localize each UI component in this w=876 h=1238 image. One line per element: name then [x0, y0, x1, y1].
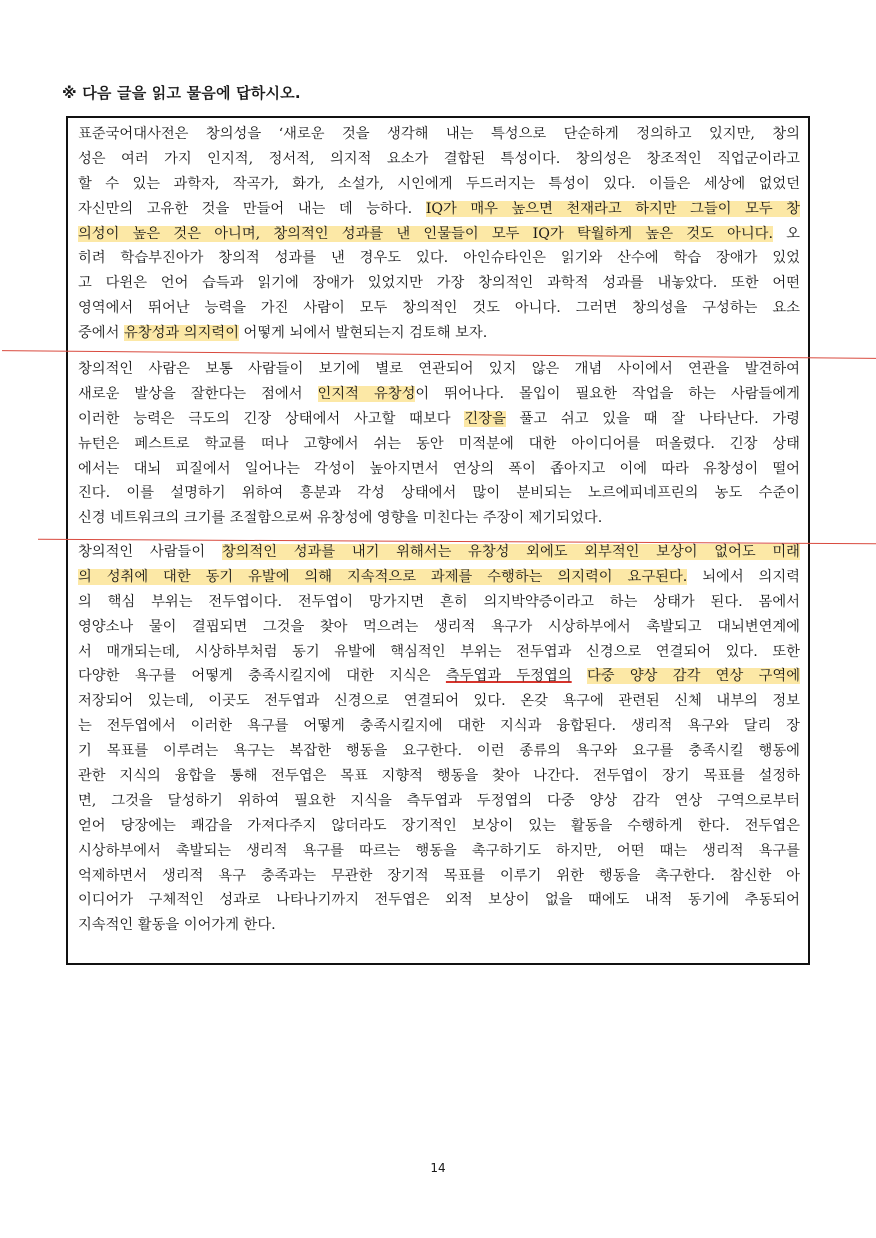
text-segment: 에서는 대뇌 피질에서 일어나는 각성이 높아지면서 연상의 폭이 좁아지고 이에 따라 유창성이 떨어 — [78, 460, 800, 477]
text-segment: 시상하부에서 촉발되는 생리적 욕구를 따르는 행동을 촉구하기도 하지만, 어떤 때는 생리적 욕구를 — [78, 842, 800, 859]
text-segment: 중에서 — [78, 325, 124, 342]
page-number: 14 — [430, 1161, 446, 1175]
text-segment: 영역에서 뛰어난 능력을 가진 사람이 모두 창의적인 것도 아니다. 그러면 창의성을 구성하는 요소 — [78, 300, 800, 317]
text-segment: 서 매개되는데, 시상하부처럼 동기 유발에 핵심적인 부위는 전두엽과 신경으로 연결되어 있다. 또한 — [78, 643, 800, 660]
text-line — [78, 246, 800, 271]
highlighted-text: 인지적 유창성 — [317, 385, 416, 402]
text-segment: 얻어 당장에는 쾌감을 가져다주지 않더라도 장기적인 보상이 있는 활동을 수행하게 한다. 전두엽은 — [78, 817, 800, 834]
text-segment: 기 목표를 이루려는 욕구는 복잡한 행동을 요구한다. 이런 종류의 욕구와 요구를 충족시킬 행동에 — [78, 743, 800, 760]
text-line — [78, 506, 800, 531]
text-segment: 창의적인 사람들이 — [78, 544, 222, 560]
text-line — [78, 839, 800, 864]
text-line — [78, 271, 800, 296]
text-line — [78, 913, 800, 938]
text-segment — [572, 668, 587, 684]
highlighted-text: IQ가 매우 높으면 천재라고 하지만 그들이 모두 창 — [425, 200, 800, 217]
highlighted-text: 긴장을 — [464, 410, 506, 427]
text-line — [78, 565, 800, 590]
text-segment: 관한 지식의 융합을 통해 전두엽은 목표 지향적 행동을 찾아 나간다. 전두엽이 장기 목표를 설정하 — [78, 768, 800, 785]
text-line — [78, 357, 800, 382]
text-segment: 창의적인 사람은 보통 사람들이 보기에 별로 연관되어 있지 않은 개념 사이에서 연관을 발견하여 — [78, 361, 800, 377]
text-segment: 다양한 욕구를 어떻게 충족시킬지에 대한 지식은 — [78, 668, 446, 685]
text-segment: 풀고 쉬고 있을 때 잘 나타난다. 가령 — [505, 410, 800, 427]
text-segment: 저장되어 있는데, 이곳도 전두엽과 신경으로 연결되어 있다. 온갖 욕구에 관련된 신체 내부의 정보 — [78, 693, 800, 710]
text-segment: 성은 여러 가지 인지적, 정서적, 의지적 요소가 결합된 특성이다. 창의성은 창조적인 직업군이라고 — [78, 150, 800, 167]
text-segment: 뇌에서 의지력 — [687, 568, 800, 585]
highlighted-text: 의 성취에 대한 동기 유발에 의해 지속적으로 과제를 수행하는 의지력이 요구된다. — [78, 568, 688, 585]
text-line — [78, 407, 800, 432]
text-line — [78, 814, 800, 839]
text-line — [78, 789, 800, 814]
text-line — [78, 864, 800, 889]
text-segment: 면, 그것을 달성하기 위하여 필요한 지식을 측두엽과 두정엽의 다중 양상 감각 연상 구역으로부터 — [78, 792, 800, 809]
text-segment: 어떻게 뇌에서 발현되는지 검토해 보자. — [239, 325, 488, 342]
underlined-text: 측두엽과 두정엽의 — [445, 668, 572, 685]
text-line — [78, 664, 800, 689]
text-segment: 는 전두엽에서 이러한 욕구를 어떻게 충족시킬지에 대한 지식과 융합된다. 생리적 욕구와 달리 장 — [78, 718, 800, 735]
text-line — [78, 888, 800, 913]
question-heading: ※ 다음 글을 읽고 물음에 답하시오. — [62, 84, 301, 102]
text-segment: 이 뛰어나다. 몰입이 필요한 작업을 하는 사람들에게 — [415, 385, 800, 402]
text-line — [78, 640, 800, 665]
text-segment: 억제하면서 생리적 욕구 충족과는 무관한 장기적 목표를 이루기 위한 행동을 촉구한다. 참신한 아 — [78, 867, 800, 884]
text-line — [78, 739, 800, 764]
text-line — [78, 197, 800, 222]
text-segment: 표준국어대사전은 창의성을 ‘새로운 것을 생각해 내는 특성으로 단순하게 정의하고 있지만, 창의 — [78, 126, 800, 142]
text-line — [78, 122, 800, 147]
paragraph-1 — [78, 122, 800, 346]
text-line — [78, 714, 800, 739]
text-segment: 이러한 능력은 극도의 긴장 상태에서 사고할 때보다 — [78, 410, 465, 427]
text-segment: 할 수 있는 과학자, 작곡가, 화가, 소설가, 시인에게 두드러지는 특성이 있다. 이들은 세상에 없었던 — [78, 175, 800, 192]
text-segment: 의 핵심 부위는 전두엽이다. 전두엽이 망가지면 흔히 의지박약증이라고 하는 상태가 된다. 몸에서 — [78, 593, 800, 610]
text-segment: 신경 네트워크의 크기를 조절함으로써 유창성에 영향을 미친다는 주장이 제기되었다. — [78, 510, 603, 527]
text-segment: 이디어가 구체적인 성과로 나타나기까지 전두엽은 외적 보상이 없을 때에도 내적 동기에 추동되어 — [78, 892, 800, 909]
text-segment: 자신만의 고유한 것을 만들어 내는 데 능하다. — [78, 200, 426, 217]
text-segment: 진다. 이를 설명하기 위하여 흥분과 각성 상태에서 많이 분비되는 노르에피네프린의 농도 수준이 — [78, 485, 800, 502]
text-line — [78, 590, 800, 615]
text-line — [78, 222, 800, 247]
text-line — [78, 382, 800, 407]
text-line — [78, 321, 800, 346]
text-line — [78, 296, 800, 321]
text-segment: 뉴턴은 페스트로 학교를 떠나 고향에서 쉬는 동안 미적분에 대한 아이디어를 떠올렸다. 긴장 상태 — [78, 435, 800, 452]
text-segment: 고 다윈은 언어 습득과 읽기에 장애가 있었지만 가장 창의적인 과학적 성과를 내놓았다. 또한 어떤 — [78, 275, 800, 292]
highlighted-text: 창의적인 성과를 내기 위해서는 유창성 외에도 외부적인 보상이 없어도 미래 — [221, 544, 800, 560]
text-line — [78, 147, 800, 172]
text-segment: 지속적인 활동을 이어가게 한다. — [78, 917, 276, 934]
paragraph-2 — [78, 357, 800, 531]
highlighted-text: 다중 양상 감각 연상 구역에 — [586, 668, 800, 685]
text-line — [78, 689, 800, 714]
text-line — [78, 432, 800, 457]
text-segment: 히려 학습부진아가 창의적 성과를 낸 경우도 있다. 아인슈타인은 읽기와 산수에 학습 장애가 있었 — [78, 250, 800, 267]
text-segment: 영양소나 물이 결핍되면 그것을 찾아 먹으려는 생리적 욕구가 시상하부에서 촉발되고 대뇌변연계에 — [78, 618, 800, 635]
text-line — [78, 615, 800, 640]
text-line — [78, 764, 800, 789]
text-line — [78, 172, 800, 197]
paragraph-3 — [78, 540, 800, 938]
text-line — [78, 540, 800, 565]
text-segment: 오 — [773, 225, 800, 242]
text-segment: 새로운 발상을 잘한다는 점에서 — [78, 385, 318, 402]
text-line — [78, 481, 800, 506]
text-line — [78, 457, 800, 482]
highlighted-text: 의성이 높은 것은 아니며, 창의적인 성과를 낸 인물들이 모두 IQ가 탁월하게 높은 것도 아니다. — [78, 225, 773, 242]
highlighted-text: 유창성과 의지력이 — [123, 325, 240, 342]
